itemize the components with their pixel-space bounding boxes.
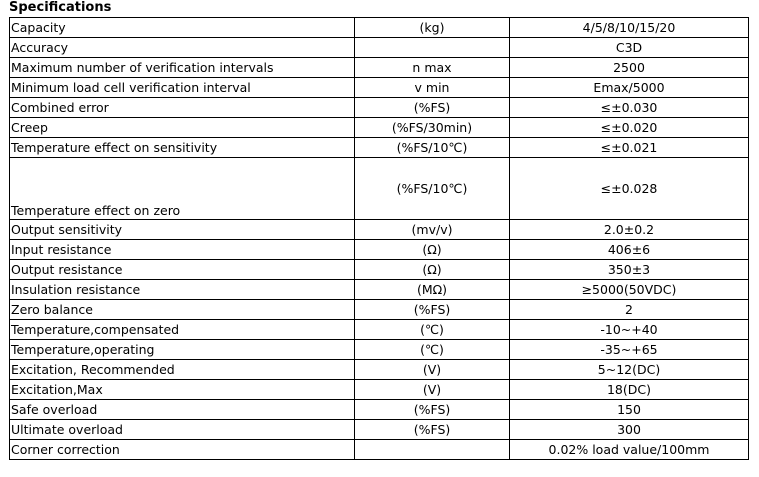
table-row	[10, 158, 749, 220]
spec-name: Creep	[10, 118, 355, 138]
spec-unit: (Ω)	[355, 240, 510, 260]
spec-value: 350±3	[510, 260, 749, 280]
table-row	[10, 220, 749, 240]
spec-unit: v min	[355, 78, 510, 98]
spec-name: Temperature,compensated	[10, 320, 355, 340]
spec-name: Capacity	[10, 18, 355, 38]
table-row	[10, 118, 749, 138]
table-row	[10, 380, 749, 400]
table-row	[10, 420, 749, 440]
table-row	[10, 360, 749, 380]
spec-unit	[355, 440, 510, 460]
spec-value: Emax/5000	[510, 78, 749, 98]
spec-value: -35~+65	[510, 340, 749, 360]
table-row	[10, 98, 749, 118]
table-row	[10, 58, 749, 78]
table-row	[10, 18, 749, 38]
spec-unit: (%FS)	[355, 400, 510, 420]
spec-name: Temperature,operating	[10, 340, 355, 360]
spec-value: 2	[510, 300, 749, 320]
spec-value: -10~+40	[510, 320, 749, 340]
spec-value: ≤±0.021	[510, 138, 749, 158]
spec-name: Temperature effect on zero	[10, 158, 355, 220]
table-row	[10, 320, 749, 340]
spec-name: Minimum load cell verification interval	[10, 78, 355, 98]
spec-value: ≥5000(50VDC)	[510, 280, 749, 300]
spec-name: Ultimate overload	[10, 420, 355, 440]
spec-unit: (Ω)	[355, 260, 510, 280]
spec-name: Safe overload	[10, 400, 355, 420]
spec-unit: (MΩ)	[355, 280, 510, 300]
spec-name: Zero balance	[10, 300, 355, 320]
spec-unit: (V)	[355, 380, 510, 400]
spec-unit: (V)	[355, 360, 510, 380]
table-row	[10, 440, 749, 460]
page-title: Specifications	[9, 0, 112, 15]
spec-value: 0.02% load value/100mm	[510, 440, 749, 460]
table-row	[10, 38, 749, 58]
spec-name: Excitation,Max	[10, 380, 355, 400]
spec-name: Excitation, Recommended	[10, 360, 355, 380]
spec-value: 4/5/8/10/15/20	[510, 18, 749, 38]
spec-value: ≤±0.020	[510, 118, 749, 138]
spec-value: ≤±0.028	[510, 158, 749, 220]
spec-unit: (%FS)	[355, 98, 510, 118]
table-row	[10, 400, 749, 420]
table-row	[10, 240, 749, 260]
spec-name: Accuracy	[10, 38, 355, 58]
spec-unit: n max	[355, 58, 510, 78]
spec-value: 406±6	[510, 240, 749, 260]
spec-unit	[355, 38, 510, 58]
spec-value: 2500	[510, 58, 749, 78]
spec-name: Input resistance	[10, 240, 355, 260]
spec-value: 18(DC)	[510, 380, 749, 400]
specifications-table	[9, 17, 749, 460]
spec-name: Insulation resistance	[10, 280, 355, 300]
spec-name: Maximum number of verification intervals	[10, 58, 355, 78]
spec-value: 300	[510, 420, 749, 440]
spec-value: ≤±0.030	[510, 98, 749, 118]
spec-unit: (kg)	[355, 18, 510, 38]
spec-name: Combined error	[10, 98, 355, 118]
spec-unit: (%FS/10℃)	[355, 158, 510, 220]
table-row	[10, 78, 749, 98]
table-row	[10, 138, 749, 158]
spec-unit: (℃)	[355, 320, 510, 340]
table-row	[10, 340, 749, 360]
table-row	[10, 280, 749, 300]
spec-value: 150	[510, 400, 749, 420]
spec-unit: (%FS)	[355, 420, 510, 440]
spec-value: C3D	[510, 38, 749, 58]
spec-value: 5~12(DC)	[510, 360, 749, 380]
spec-name: Output resistance	[10, 260, 355, 280]
table-row	[10, 300, 749, 320]
table-row	[10, 260, 749, 280]
spec-name: Temperature effect on sensitivity	[10, 138, 355, 158]
spec-unit: (℃)	[355, 340, 510, 360]
spec-unit: (%FS/10℃)	[355, 138, 510, 158]
spec-unit: (%FS/30min)	[355, 118, 510, 138]
spec-value: 2.0±0.2	[510, 220, 749, 240]
spec-unit: (mv/v)	[355, 220, 510, 240]
spec-unit: (%FS)	[355, 300, 510, 320]
spec-name: Corner correction	[10, 440, 355, 460]
spec-name: Output sensitivity	[10, 220, 355, 240]
